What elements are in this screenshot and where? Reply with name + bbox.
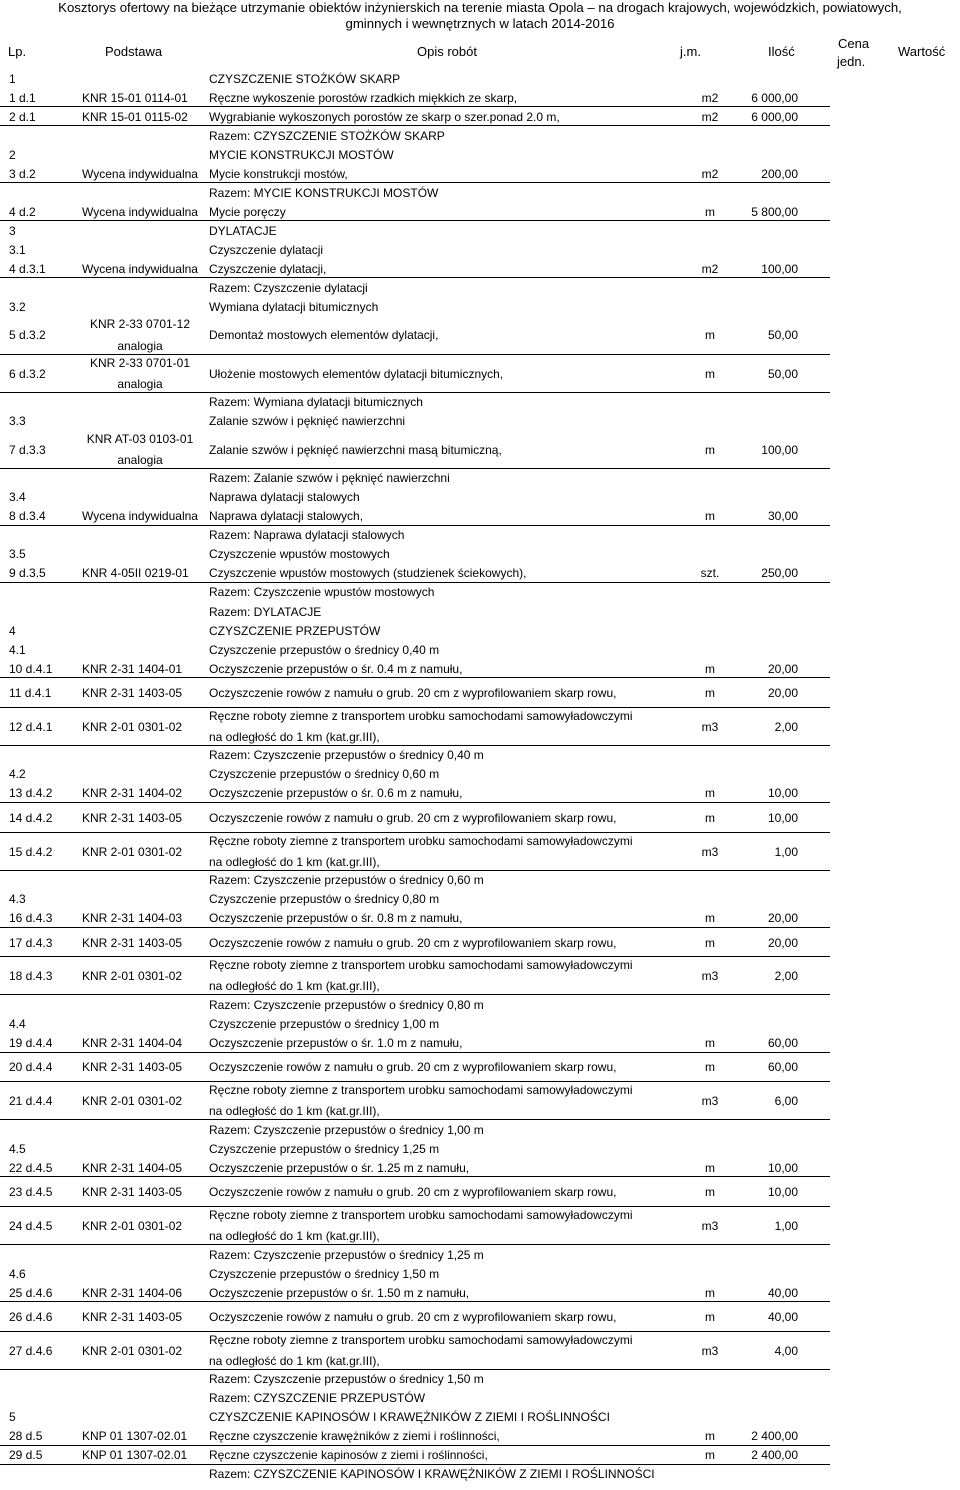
cell-lp: 3 d.2	[9, 166, 36, 181]
cell-opis: Oczyszczenie rowów z namułu o grub. 20 cm z wyprofilowaniem skarp rowu,	[209, 685, 617, 700]
cell-lp: 4.6	[9, 1266, 26, 1281]
cell-opis: Razem: Czyszczenie wpustów mostowych	[209, 585, 435, 600]
cell-podstawa-extra: analogia	[117, 376, 163, 391]
cell-lp: 3.5	[9, 547, 26, 562]
cell-jm: m	[705, 911, 715, 926]
cell-opis: Ręczne roboty ziemne z transportem urobku samochodami samowyładowczymi	[209, 833, 633, 848]
cell-jm: m	[705, 935, 715, 950]
cell-lp: 22 d.4.5	[9, 1160, 53, 1175]
cell-opis: Razem: CZYSZCZENIE STOŻKÓW SKARP	[209, 128, 445, 143]
cell-lp: 2	[9, 147, 16, 162]
cell-podstawa: KNR 2-31 1404-05	[82, 1160, 183, 1175]
cell-opis: Oczyszczenie rowów z namułu o grub. 20 cm z wyprofilowaniem skarp rowu,	[209, 935, 617, 950]
cell-lp: 4.1	[9, 642, 26, 657]
cell-opis: CZYSZCZENIE KAPINOSÓW I KRAWĘŻNIKÓW Z ZIEMI I ROŚLINNOŚCI	[209, 1410, 610, 1425]
cell-podstawa: KNR 2-01 0301-02	[82, 844, 183, 859]
col-wartosc: Wartość	[898, 44, 946, 59]
cell-opis: Razem: Czyszczenie przepustów o średnicy 0,40 m	[209, 748, 484, 763]
subtotal-row	[0, 183, 960, 202]
cell-podstawa: KNR 2-31 1404-03	[82, 911, 183, 926]
col-ilosc: Ilość	[768, 44, 795, 59]
cell-opis: Czyszczenie wpustów mostowych (studzienek ściekowych),	[209, 566, 527, 581]
cell-opis: Czyszczenie przepustów o średnicy 1,50 m	[209, 1266, 440, 1281]
cell-opis: Zalanie szwów i pęknięć nawierzchni masą bitumiczną,	[209, 442, 502, 457]
cell-opis: Razem: Czyszczenie przepustów o średnicy 1,50 m	[209, 1372, 484, 1387]
cell-lp: 15 d.4.2	[9, 844, 53, 859]
table-row	[0, 909, 960, 928]
cell-podstawa: KNR 2-33 0701-01	[89, 355, 191, 370]
table-row	[0, 803, 960, 833]
cell-jm: m3	[701, 719, 719, 734]
cell-opis: Czyszczenie wpustów mostowych	[209, 547, 390, 562]
cell-opis-extra: na odległość do 1 km (kat.gr.III),	[209, 1228, 380, 1243]
cell-jm: m	[705, 1060, 715, 1075]
cell-lp: 4	[9, 623, 16, 638]
table-row	[0, 708, 960, 746]
cell-ilosc: 10,00	[767, 810, 798, 825]
cell-jm: m	[705, 685, 715, 700]
table-row	[0, 488, 960, 507]
cell-opis: Czyszczenie przepustów o średnicy 1,00 m	[209, 1016, 440, 1031]
cell-lp: 4.2	[9, 767, 26, 782]
cell-lp: 13 d.4.2	[9, 786, 53, 801]
table-row	[0, 564, 960, 583]
cell-jm: szt.	[700, 566, 720, 581]
cell-podstawa: KNR 2-31 1404-06	[82, 1285, 183, 1300]
cell-ilosc: 250,00	[761, 566, 798, 581]
cell-opis: Ręczne czyszczenie krawężników z ziemi i roślinności,	[209, 1429, 500, 1444]
col-lp: Lp.	[8, 44, 27, 59]
cell-podstawa: KNR 2-01 0301-02	[82, 1218, 183, 1233]
cell-lp: 5 d.3.2	[9, 328, 46, 343]
cell-lp: 12 d.4.1	[9, 719, 53, 734]
cell-lp: 4.5	[9, 1141, 26, 1156]
table-row	[0, 507, 960, 526]
cell-lp: 4.3	[9, 892, 26, 907]
cell-jm: m2	[701, 166, 719, 181]
col-cena: Cena	[838, 36, 870, 51]
cell-jm: m	[705, 1285, 715, 1300]
cell-ilosc: 20,00	[767, 911, 798, 926]
cell-lp: 3.2	[9, 299, 26, 314]
subtotal-row	[0, 1120, 960, 1139]
cell-ilosc: 2 400,00	[751, 1429, 798, 1444]
cell-jm: m2	[701, 261, 719, 276]
cell-podstawa-extra: analogia	[117, 338, 163, 353]
cell-opis: Mycie poręczy	[209, 204, 286, 219]
cell-jm: m2	[701, 109, 719, 124]
table-row	[0, 784, 960, 803]
cell-opis: Razem: Czyszczenie przepustów o średnicy 0,80 m	[209, 997, 484, 1012]
subtotal-row	[0, 995, 960, 1014]
cell-opis: Ręczne wykoszenie porostów rzadkich miękkich ze skarp,	[209, 90, 518, 105]
cell-podstawa: Wycena indywidualna	[82, 509, 198, 524]
cell-podstawa: KNR AT-03 0103-01	[86, 431, 194, 446]
cell-ilosc: 10,00	[767, 1185, 798, 1200]
cell-ilosc: 10,00	[767, 786, 798, 801]
table-row	[0, 1053, 960, 1083]
cell-jm: m	[705, 1185, 715, 1200]
table-row	[0, 69, 960, 88]
subtotal-row	[0, 1465, 960, 1484]
subtotal-row	[0, 871, 960, 890]
cell-opis: Razem: DYLATACJE	[209, 604, 322, 619]
table-row	[0, 621, 960, 640]
cell-opis-extra: na odległość do 1 km (kat.gr.III),	[209, 854, 380, 869]
cell-opis: Oczyszczenie przepustów o śr. 0.8 m z namułu,	[209, 911, 463, 926]
table-row	[0, 145, 960, 164]
cell-lp: 11 d.4.1	[9, 685, 52, 700]
cell-lp: 1 d.1	[9, 90, 36, 105]
cell-jm: m	[705, 810, 715, 825]
cell-lp: 17 d.4.3	[9, 935, 53, 950]
cell-ilosc: 20,00	[767, 685, 798, 700]
cell-opis: Razem: Naprawa dylatacji stalowych	[209, 528, 405, 543]
subtotal-row	[0, 1245, 960, 1264]
document-title	[0, 0, 960, 36]
table-row	[0, 164, 960, 183]
cell-opis: Czyszczenie dylatacji	[209, 242, 324, 257]
cell-ilosc: 60,00	[767, 1060, 798, 1075]
cell-ilosc: 20,00	[767, 661, 798, 676]
cell-podstawa: Wycena indywidualna	[82, 166, 198, 181]
cell-opis: Wygrabianie wykoszonych porostów ze skarp o szer.ponad 2.0 m,	[209, 109, 560, 124]
cell-ilosc: 50,00	[767, 366, 798, 381]
cell-ilosc: 50,00	[767, 328, 798, 343]
cell-opis: Mycie konstrukcji mostów,	[209, 166, 348, 181]
cell-lp: 1	[9, 71, 16, 86]
cell-ilosc: 60,00	[767, 1035, 798, 1050]
table-row	[0, 1408, 960, 1427]
cell-ilosc: 100,00	[761, 261, 798, 276]
table-row	[0, 1158, 960, 1177]
cell-podstawa: KNR 4-05II 0219-01	[82, 566, 189, 581]
table-row	[0, 678, 960, 708]
cell-opis: Czyszczenie przepustów o średnicy 0,40 m	[209, 642, 440, 657]
cell-ilosc: 100,00	[761, 442, 798, 457]
cell-opis: Czyszczenie dylatacji,	[209, 261, 327, 276]
cell-ilosc: 1,00	[774, 844, 798, 859]
cell-opis: CZYSZCZENIE STOŻKÓW SKARP	[209, 71, 401, 86]
cell-ilosc: 1,00	[774, 1218, 798, 1233]
cell-lp: 16 d.4.3	[9, 911, 53, 926]
cell-opis: Razem: Czyszczenie przepustów o średnicy 0,60 m	[209, 873, 484, 888]
cell-opis: Ręczne roboty ziemne z transportem urobku samochodami samowyładowczymi	[209, 958, 633, 973]
cell-opis: Demontaż mostowych elementów dylatacji,	[209, 328, 439, 343]
cell-opis: Razem: MYCIE KONSTRUKCJI MOSTÓW	[209, 185, 439, 200]
cell-lp: 23 d.4.5	[9, 1185, 53, 1200]
cell-lp: 21 d.4.4	[9, 1094, 53, 1109]
cell-opis: Ręczne roboty ziemne z transportem urobku samochodami samowyładowczymi	[209, 1207, 633, 1222]
cell-jm: m	[705, 786, 715, 801]
cell-ilosc: 4,00	[774, 1343, 798, 1358]
cell-podstawa: Wycena indywidualna	[82, 261, 198, 276]
cell-ilosc: 6,00	[774, 1094, 798, 1109]
cell-opis: Naprawa dylatacji stalowych,	[209, 509, 364, 524]
cell-opis-extra: na odległość do 1 km (kat.gr.III),	[209, 979, 380, 994]
cell-jm: m	[705, 442, 715, 457]
cell-opis: Oczyszczenie przepustów o śr. 0.4 m z namułu,	[209, 661, 463, 676]
cell-opis: Czyszczenie przepustów o średnicy 1,25 m	[209, 1141, 440, 1156]
cell-lp: 19 d.4.4	[9, 1035, 53, 1050]
cell-opis: Razem: Czyszczenie przepustów o średnicy 1,25 m	[209, 1247, 484, 1262]
cell-podstawa: KNR 2-31 1403-05	[82, 810, 183, 825]
cell-podstawa: KNP 01 1307-02.01	[82, 1429, 188, 1444]
cell-lp: 27 d.4.6	[9, 1343, 53, 1358]
cell-opis: Oczyszczenie przepustów o śr. 1.50 m z namułu,	[209, 1285, 470, 1300]
table-row	[0, 259, 960, 278]
table-row	[0, 659, 960, 678]
cell-podstawa: KNR 2-31 1404-02	[82, 786, 183, 801]
cell-ilosc: 200,00	[761, 166, 798, 181]
table-row	[0, 1014, 960, 1033]
cell-opis: Razem: Wymiana dylatacji bitumicznych	[209, 395, 423, 410]
column-headers	[0, 36, 960, 72]
cell-opis: Czyszczenie przepustów o średnicy 0,60 m	[209, 767, 440, 782]
subtotal-row	[0, 746, 960, 765]
cell-ilosc: 6 000,00	[751, 109, 798, 124]
cell-opis: CZYSZCZENIE PRZEPUSTÓW	[209, 623, 381, 638]
table-row	[0, 1207, 960, 1245]
table-row	[0, 1139, 960, 1158]
cell-opis: Oczyszczenie przepustów o śr. 1.0 m z namułu,	[209, 1035, 463, 1050]
col-podstawa: Podstawa	[105, 44, 163, 59]
cell-jm: m	[705, 1309, 715, 1324]
cell-podstawa: KNR 2-31 1403-05	[82, 935, 183, 950]
cell-lp: 2 d.1	[9, 109, 36, 124]
cell-lp: 8 d.3.4	[9, 509, 46, 524]
cell-lp: 10 d.4.1	[9, 661, 53, 676]
table-row	[0, 640, 960, 659]
cell-opis: Razem: CZYSZCZENIE PRZEPUSTÓW	[209, 1391, 426, 1406]
cell-opis: Ułożenie mostowych elementów dylatacji bitumicznych,	[209, 366, 504, 381]
cell-ilosc: 2,00	[774, 719, 798, 734]
cell-opis: DYLATACJE	[209, 223, 277, 238]
table-row	[0, 1302, 960, 1332]
cell-jm: m3	[701, 1094, 719, 1109]
cell-opis: Razem: Czyszczenie przepustów o średnicy 1,00 m	[209, 1122, 484, 1137]
cell-podstawa: KNR 15-01 0115-02	[82, 109, 188, 124]
cell-opis-extra: na odległość do 1 km (kat.gr.III),	[209, 1353, 380, 1368]
cell-lp: 3.1	[9, 242, 26, 257]
cell-podstawa: KNR 2-33 0701-12	[89, 317, 191, 332]
cell-lp: 25 d.4.6	[9, 1285, 53, 1300]
title-line-1: Kosztorys ofertowy na bieżące utrzymanie obiektów inżynierskich na terenie miasta Opola – na drogach krajowych, wojewódzkich, powiatowych,	[58, 0, 902, 15]
table-row	[0, 431, 960, 469]
col-opis: Opis robót	[417, 44, 477, 59]
table-row	[0, 88, 960, 107]
cell-lp: 9 d.3.5	[9, 566, 46, 581]
cell-opis: Razem: Czyszczenie dylatacji	[209, 280, 368, 295]
table-row	[0, 545, 960, 564]
cell-jm: m3	[701, 1343, 719, 1358]
cell-opis: Czyszczenie przepustów o średnicy 0,80 m	[209, 892, 440, 907]
table-row	[0, 890, 960, 909]
cell-jm: m	[705, 1448, 715, 1463]
subtotal-row	[0, 583, 960, 602]
cell-lp: 20 d.4.4	[9, 1060, 53, 1075]
cell-podstawa: KNR 2-01 0301-02	[82, 969, 183, 984]
cell-jm: m3	[701, 1218, 719, 1233]
cell-opis: Oczyszczenie rowów z namułu o grub. 20 cm z wyprofilowaniem skarp rowu,	[209, 1185, 617, 1200]
cell-jm: m2	[701, 90, 719, 105]
cell-ilosc: 30,00	[767, 509, 798, 524]
col-jm: j.m.	[680, 44, 701, 59]
cell-lp: 28 d.5	[9, 1429, 43, 1444]
cell-lp: 3.3	[9, 414, 26, 429]
subtotal-row	[0, 469, 960, 488]
cell-opis: Ręczne roboty ziemne z transportem urobku samochodami samowyładowczymi	[209, 1332, 633, 1347]
cell-lp: 26 d.4.6	[9, 1309, 53, 1324]
cell-opis: Razem: Zalanie szwów i pęknięć nawierzchni	[209, 471, 450, 486]
cell-podstawa: KNR 2-01 0301-02	[82, 1343, 183, 1358]
col-cena-jedn: jedn.	[837, 54, 866, 69]
table-row	[0, 1283, 960, 1302]
cell-podstawa-extra: analogia	[117, 452, 163, 467]
cell-ilosc: 10,00	[767, 1160, 798, 1175]
cell-podstawa: Wycena indywidualna	[82, 204, 198, 219]
cell-podstawa: KNR 2-31 1404-04	[82, 1035, 183, 1050]
table-row	[0, 202, 960, 221]
cell-jm: m	[705, 661, 715, 676]
subtotal-row	[0, 1370, 960, 1389]
cell-lp: 4 d.3.1	[9, 261, 46, 276]
cell-opis: Wymiana dylatacji bitumicznych	[209, 299, 379, 314]
cell-opis: Ręczne roboty ziemne z transportem urobku samochodami samowyładowczymi	[209, 1083, 633, 1098]
cell-opis: Ręczne roboty ziemne z transportem urobku samochodami samowyładowczymi	[209, 708, 633, 723]
cell-podstawa: KNR 2-31 1403-05	[82, 1060, 183, 1075]
table-row	[0, 765, 960, 784]
cell-ilosc: 2 400,00	[751, 1448, 798, 1463]
cell-ilosc: 40,00	[767, 1285, 798, 1300]
table-row	[0, 355, 960, 393]
table-row	[0, 221, 960, 240]
table-row	[0, 1082, 960, 1120]
table-row	[0, 1332, 960, 1370]
table-row	[0, 316, 960, 354]
table-row	[0, 240, 960, 259]
cell-jm: m3	[701, 969, 719, 984]
cell-opis-extra: na odległość do 1 km (kat.gr.III),	[209, 1104, 380, 1119]
cell-lp: 4.4	[9, 1016, 26, 1031]
cell-jm: m3	[701, 844, 719, 859]
table-row	[0, 1446, 960, 1465]
cell-opis: Oczyszczenie rowów z namułu o grub. 20 cm z wyprofilowaniem skarp rowu,	[209, 1060, 617, 1075]
cell-opis-extra: na odległość do 1 km (kat.gr.III),	[209, 729, 380, 744]
table-row	[0, 1177, 960, 1207]
subtotal-row	[0, 602, 960, 621]
cell-lp: 24 d.4.5	[9, 1218, 53, 1233]
cell-podstawa: KNR 2-01 0301-02	[82, 719, 183, 734]
cell-opis: Oczyszczenie rowów z namułu o grub. 20 cm z wyprofilowaniem skarp rowu,	[209, 1309, 617, 1324]
cell-ilosc: 20,00	[767, 935, 798, 950]
cell-opis: Razem: CZYSZCZENIE KAPINOSÓW I KRAWĘŻNIKÓW Z ZIEMI I ROŚLINNOŚCI	[209, 1467, 655, 1482]
cell-opis: Oczyszczenie przepustów o śr. 1.25 m z namułu,	[209, 1160, 470, 1175]
cell-lp: 4 d.2	[9, 204, 36, 219]
cell-opis: Naprawa dylatacji stalowych	[209, 490, 360, 505]
cell-podstawa: KNP 01 1307-02.01	[82, 1448, 188, 1463]
cell-lp: 29 d.5	[9, 1448, 43, 1463]
cell-ilosc: 6 000,00	[751, 90, 798, 105]
table-row	[0, 1264, 960, 1283]
cell-opis: Zalanie szwów i pęknięć nawierzchni	[209, 414, 406, 429]
cell-jm: m	[705, 366, 715, 381]
table-row	[0, 412, 960, 431]
cell-podstawa: KNR 2-31 1403-05	[82, 1309, 183, 1324]
table-row	[0, 1033, 960, 1052]
cell-ilosc: 2,00	[774, 969, 798, 984]
cell-lp: 3	[9, 223, 16, 238]
cell-jm: m	[705, 509, 715, 524]
cell-lp: 14 d.4.2	[9, 810, 53, 825]
cell-podstawa: KNR 2-31 1404-01	[82, 661, 183, 676]
cell-opis: MYCIE KONSTRUKCJI MOSTÓW	[209, 147, 394, 162]
cell-opis: Oczyszczenie rowów z namułu o grub. 20 cm z wyprofilowaniem skarp rowu,	[209, 810, 617, 825]
cell-jm: m	[705, 328, 715, 343]
table-row	[0, 957, 960, 995]
cell-opis: Oczyszczenie przepustów o śr. 0.6 m z namułu,	[209, 786, 463, 801]
cell-podstawa: KNR 15-01 0114-01	[82, 90, 188, 105]
subtotal-row	[0, 278, 960, 297]
cell-lp: 18 d.4.3	[9, 969, 53, 984]
table-row	[0, 297, 960, 316]
table-row	[0, 928, 960, 958]
cell-podstawa: KNR 2-31 1403-05	[82, 1185, 183, 1200]
cell-podstawa: KNR 2-01 0301-02	[82, 1094, 183, 1109]
table-row	[0, 1427, 960, 1446]
cell-lp: 3.4	[9, 490, 26, 505]
cell-jm: m	[705, 204, 715, 219]
cell-jm: m	[705, 1429, 715, 1444]
cell-jm: m	[705, 1160, 715, 1175]
subtotal-row	[0, 526, 960, 545]
table-row	[0, 833, 960, 871]
cell-jm: m	[705, 1035, 715, 1050]
table-row	[0, 107, 960, 126]
cell-podstawa: KNR 2-31 1403-05	[82, 685, 183, 700]
cell-lp: 7 d.3.3	[9, 442, 46, 457]
title-line-2: gminnych i wewnętrznych w latach 2014-2016	[345, 16, 615, 31]
cell-opis: Ręczne czyszczenie kapinosów z ziemi i roślinności,	[209, 1448, 488, 1463]
subtotal-row	[0, 1389, 960, 1408]
cell-ilosc: 5 800,00	[751, 204, 798, 219]
subtotal-row	[0, 393, 960, 412]
subtotal-row	[0, 126, 960, 145]
cell-ilosc: 40,00	[767, 1309, 798, 1324]
cell-lp: 6 d.3.2	[9, 366, 46, 381]
cell-lp: 5	[9, 1410, 16, 1425]
